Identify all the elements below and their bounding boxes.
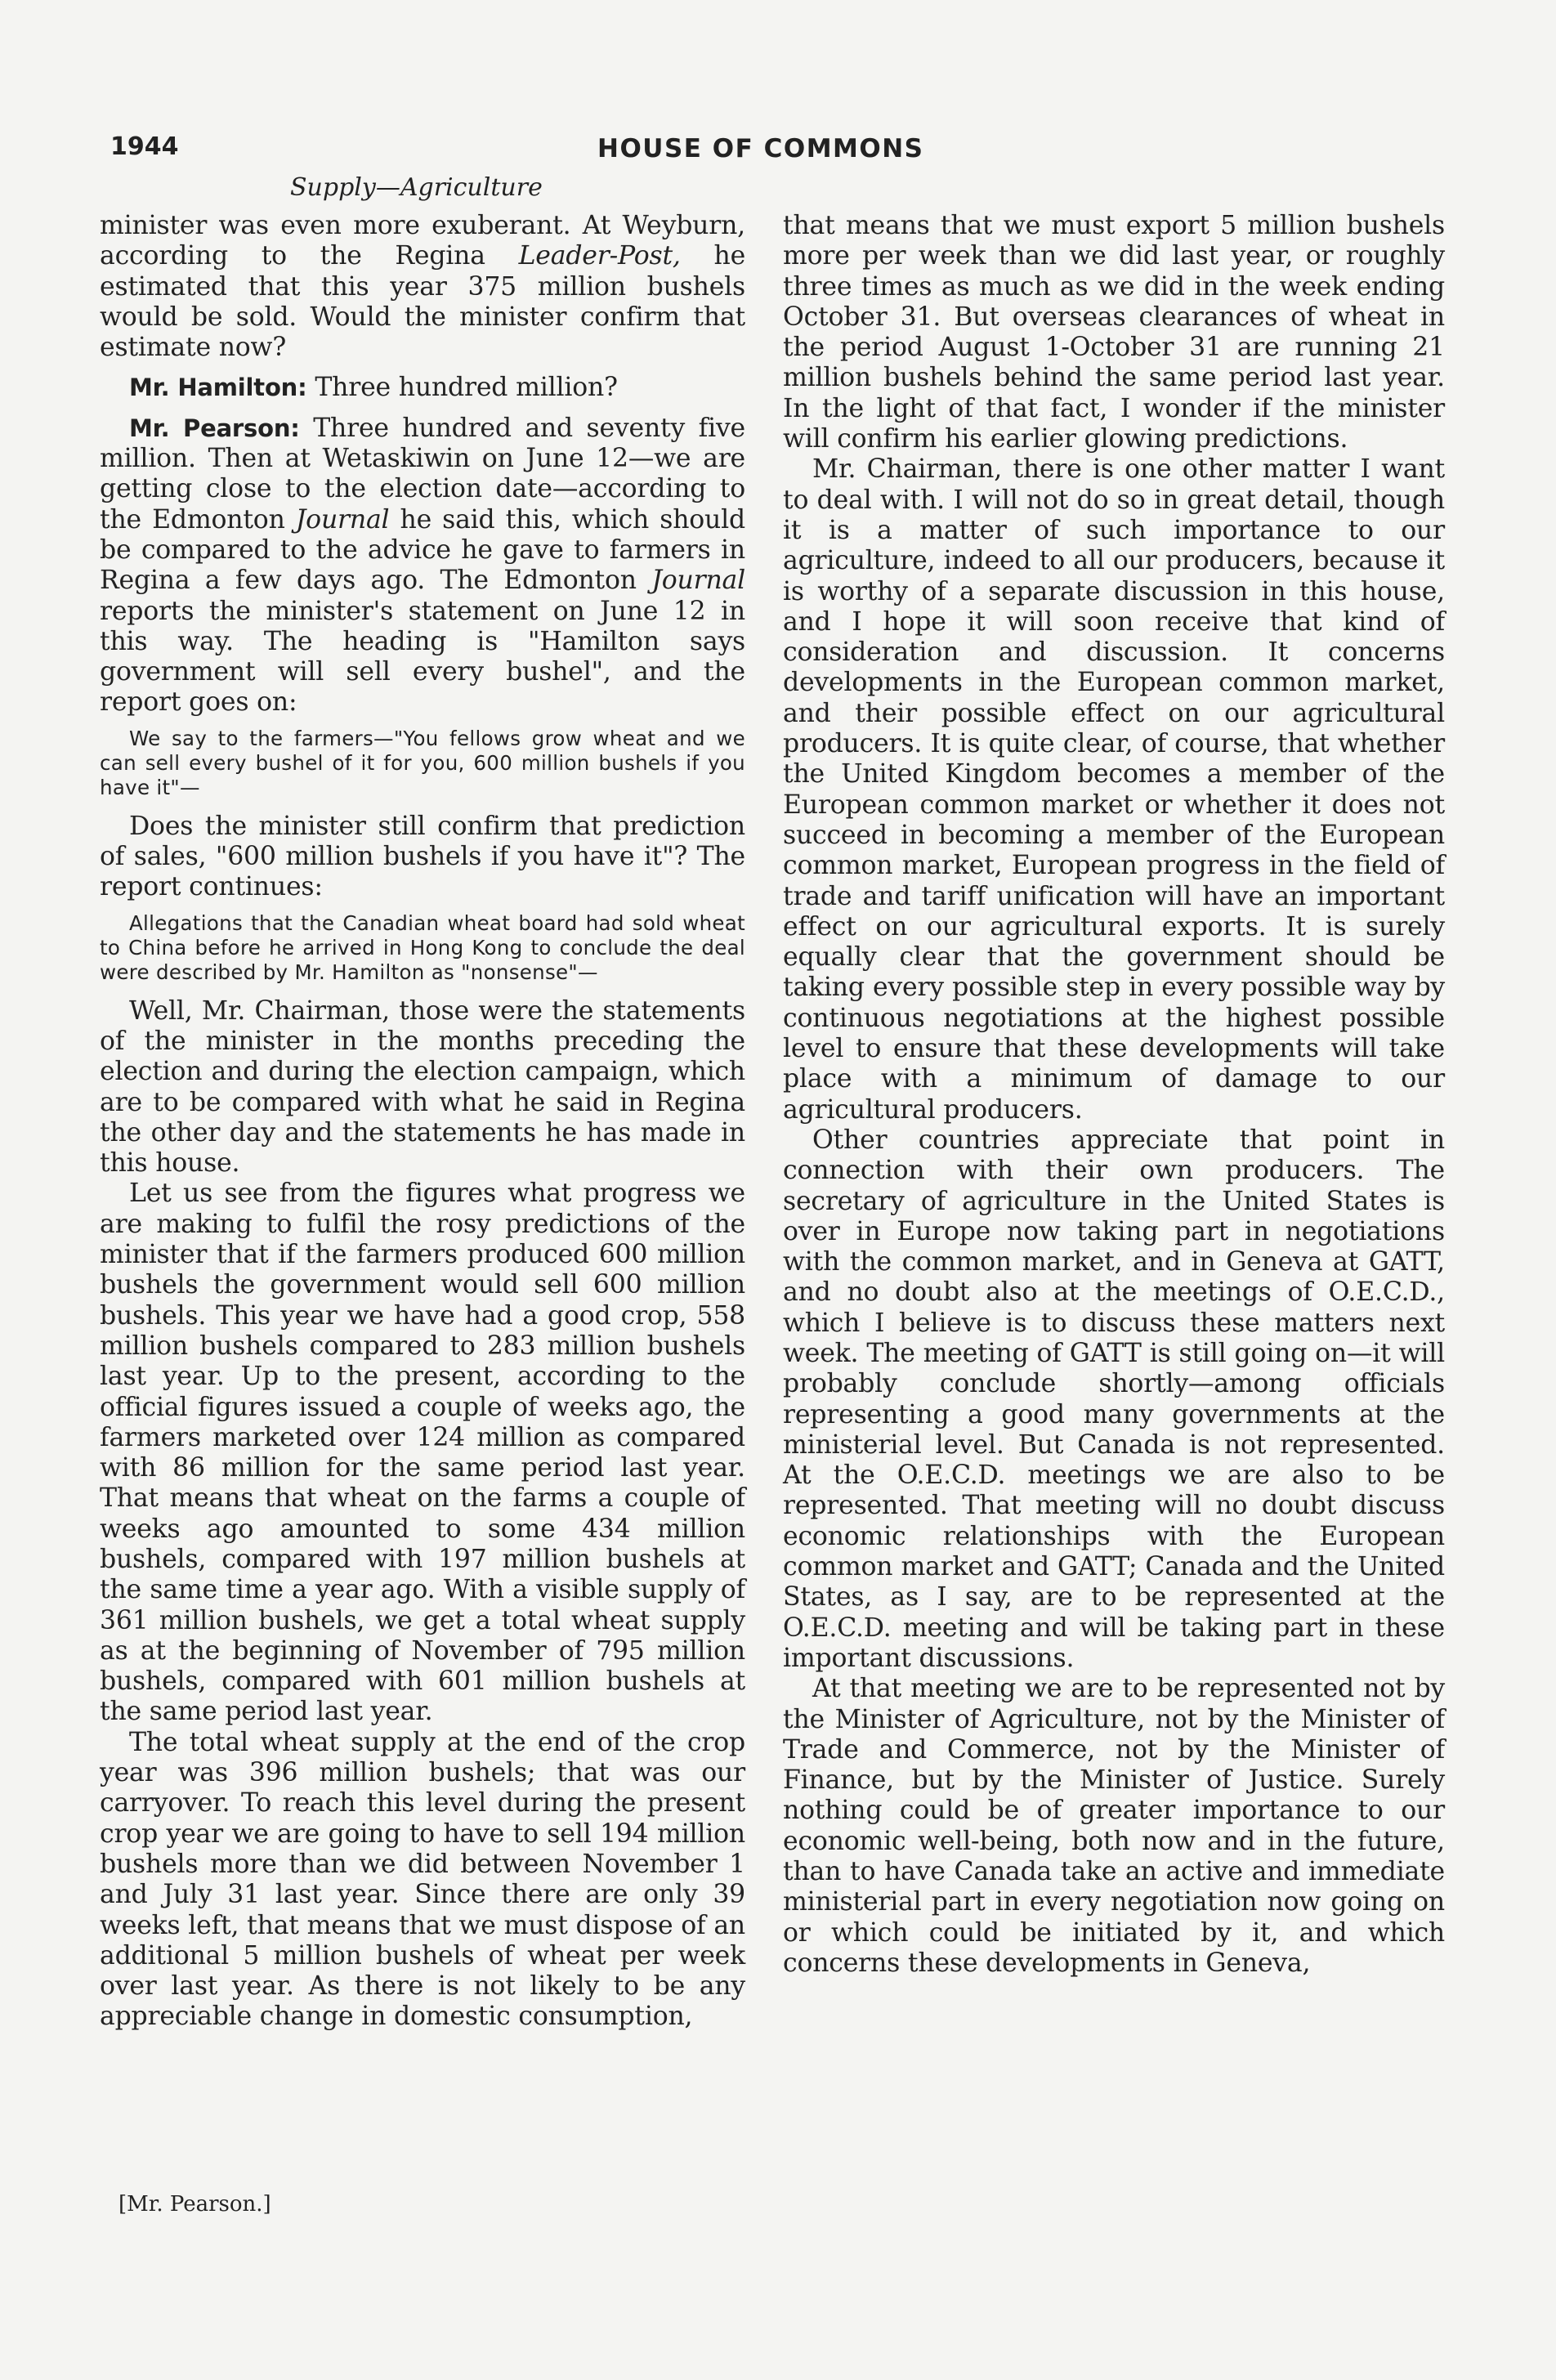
block-quote: Allegations that the Canadian wheat board had sold wheat to China before he arrived in Hong Kong to conclude the deal were described by Mr. Hamilton as "nonsense"—	[100, 910, 745, 984]
paragraph: Mr. Hamilton: Three hundred million?	[129, 373, 618, 403]
paragraph: Mr. Pearson: Three hundred and seventy five million. Then at Wetaskiwin on June 12—we are getting close to the election date—according to the Edmonton Journal he said this, which should be compared to the advice he gave to farmers in Regina a few days ago. The Edmonton Journal reports the minister's statement on June 12 in this way. The heading is "Hamilton says government will sell every bushel", and the report goes on:	[100, 413, 745, 718]
paragraph: Let us see from the figures what progress we are making to fulfil the rosy predictions of the minister that if the farmers produced 600 million bushels the government would sell 600 million bushels. This year we have had a good crop, 558 million bushels compared to 283 million bushels last year. Up to the present, according to the official figures issued a couple of weeks ago, the farmers marketed over 124 million as compared with 86 million for the same period last year. That means that wheat on the farms a couple of weeks ago amounted to some 434 million bushels, compared with 197 million bushels at the same time a year ago. With a visible supply of 361 million bushels, we get a total wheat supply as at the beginning of November of 795 million bushels, compared with 601 million bushels at the same period last year.	[100, 1179, 745, 1727]
speaker-name: Mr. Pearson:	[129, 414, 300, 442]
left-column	[100, 211, 745, 2033]
paragraph: minister was even more exuberant. At Weyburn, according to the Regina Leader-Post, he estimated that this year 375 million bushels would be sold. Would the minister confirm that estimate now?	[100, 211, 746, 363]
paragraph: At that meeting we are to be represented not by the Minister of Agriculture, not by the Minister of Trade and Commerce, not by the Minister of Finance, but by the Minister of Justice. Surely nothing could be of greater importance to our economic well-being, both now and in the future, than to have Canada take an active and immediate ministerial part in every negotiation now going on or which could be initiated by it, and which concerns these developments in Geneva,	[783, 1674, 1445, 1978]
paragraph: Mr. Chairman, there is one other matter I want to deal with. I will not do so in great detail, though it is a matter of such importance to our agriculture, indeed to all our producers, because it is worthy of a separate discussion in this house, and I hope it will soon receive that kind of consideration and discussion. It concerns developments in the European common market, and their possible effect on our agricultural producers. It is quite clear, of course, that whether the United Kingdom becomes a member of the European common market or whether it does not succeed in becoming a member of the European common market, European progress in the field of trade and tariff unification will have an important effect on our agricultural exports. It is surely equally clear that the government should be taking every possible step in every possible way by continuous negotiations at the highest possible level to ensure that these developments will take place with a minimum of damage to our agricultural producers.	[783, 454, 1445, 1125]
paragraph: Does the minister still confirm that prediction of sales, "600 million bushels if you have it"? The report continues:	[100, 811, 745, 902]
speaker-name: Mr. Hamilton:	[129, 374, 307, 402]
page-number: 1944	[110, 132, 179, 161]
paragraph: The total wheat supply at the end of the crop year was 396 million bushels; that was our carryover. To reach this level during the present crop year we are going to have to sell 194 million bushels more than we did between November 1 and July 31 last year. Since there are only 39 weeks left, that means that we must dispose of an additional 5 million bushels of wheat per week over last year. As there is not likely to be any appreciable change in domestic consumption,	[100, 1727, 745, 2032]
right-column	[783, 211, 1445, 1979]
block-quote: We say to the farmers—"You fellows grow wheat and we can sell every bushel of it for you, 600 million bushels if you have it"—	[100, 726, 745, 799]
paragraph: Well, Mr. Chairman, those were the statements of the minister in the months preceding the election and during the election campaign, which are to be compared with what he said in Regina the other day and the statements he has made in this house.	[100, 995, 745, 1179]
paragraph: Other countries appreciate that point in connection with their own producers. The secretary of agriculture in the United States is over in Europe now taking part in negotiations with the common market, and in Geneva at GATT, and no doubt also at the meetings of O.E.C.D., which I believe is to discuss these matters next week. The meeting of GATT is still going on—it will probably conclude shortly—among officials representing a good many governments at the ministerial level. But Canada is not represented. At the O.E.C.D. meetings we are also to be represented. That meeting will no doubt discuss economic relationships with the European common market and GATT; Canada and the United States, as I say, are to be represented at the O.E.C.D. meeting and will be taking part in these important discussions.	[783, 1125, 1445, 1673]
speaker-footnote: [Mr. Pearson.]	[118, 2192, 271, 2217]
section-subtitle: Supply—Agriculture	[290, 173, 543, 202]
page-title: HOUSE OF COMMONS	[597, 134, 924, 163]
page-header	[110, 132, 1451, 173]
paragraph: that means that we must export 5 million bushels more per week than we did last year, or roughly three times as much as we did in the week ending October 31. But overseas clearances of wheat in the period August 1-October 31 are running 21 million bushels behind the same period last year. In the light of that fact, I wonder if the minister will confirm his earlier glowing predictions.	[783, 211, 1445, 454]
